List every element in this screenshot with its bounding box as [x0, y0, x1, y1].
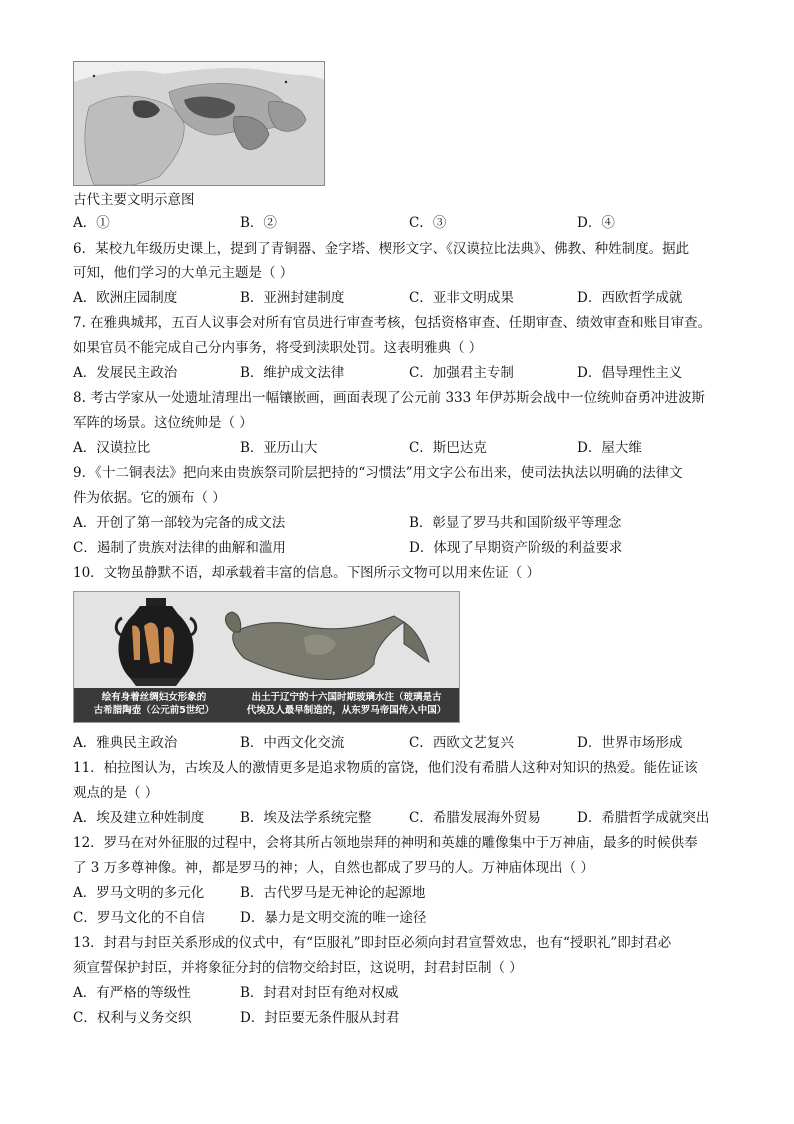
q6-stem-line2: 可知，他们学习的大单元主题是（ ）	[73, 265, 294, 281]
q11-option-c[interactable]: C．希腊发展海外贸易	[409, 810, 541, 826]
q12-option-a[interactable]: A．罗马文明的多元化	[73, 885, 205, 901]
q11-option-d[interactable]: D．希腊哲学成就突出	[577, 810, 710, 826]
q10-option-c[interactable]: C．西欧文艺复兴	[409, 735, 514, 751]
q8-stem-line2: 军阵的场景。这位统帅是（ ）	[73, 415, 253, 431]
q6-option-b[interactable]: B．亚洲封建制度	[240, 290, 345, 306]
q10-stem-line1: 10．文物虽静默不语，却承载着丰富的信息。下图所示文物可以用来佐证（ ）	[73, 565, 540, 581]
q7-stem-line1: 7. 在雅典城邦，五百人议事会对所有官员进行审查考核，包括资格审查、任期审查、绩效审查和账目审查。	[73, 315, 712, 331]
vase-caption-line1: 绘有身着丝绸妇女形象的	[101, 692, 207, 703]
q8-option-b[interactable]: B．亚历山大	[240, 440, 318, 456]
q12-option-b[interactable]: B．古代罗马是无神论的起源地	[240, 885, 426, 901]
q9-stem-line1: 9．《十二铜表法》把向来由贵族祭司阶层把持的“习惯法”用文字公布出来，使司法执法以明确的法律文	[73, 465, 683, 481]
q6-option-c[interactable]: C．亚非文明成果	[409, 290, 514, 306]
q13-stem-line1: 13．封君与封臣关系形成的仪式中，有“臣服礼”即封臣必须向封君宣誓效忠，也有“授职礼”即封君必	[73, 935, 672, 951]
q13-option-d[interactable]: D．封臣要无条件服从封君	[240, 1010, 400, 1026]
q11-option-a[interactable]: A．埃及建立种姓制度	[73, 810, 205, 826]
ancient-civilizations-map	[73, 61, 325, 186]
q10-option-a[interactable]: A．雅典民主政治	[73, 735, 178, 751]
q8-stem-line1: 8. 考古学家从一处遗址清理出一幅镶嵌画，画面表现了公元前 333 年伊苏斯会战中一位统帅奋勇冲进波斯	[73, 390, 706, 406]
q7-stem-line2: 如果官员不能完成自己分内事务，将受到渎职处罚。这表明雅典（ ）	[73, 340, 483, 356]
q13-option-b[interactable]: B．封君对封臣有绝对权威	[240, 985, 399, 1001]
q12-option-d[interactable]: D．暴力是文明交流的唯一途径	[240, 910, 427, 926]
vase-caption-line2: 古希腊陶壶（公元前5世纪）	[93, 705, 215, 716]
q10-artifacts-image	[73, 591, 460, 723]
q13-stem-line2: 须宣誓保护封臣，并将象征分封的信物交给封臣，这说明，封君封臣制（ ）	[73, 960, 523, 976]
q7-option-b[interactable]: B．维护成文法律	[240, 365, 345, 381]
vessel-caption-line2: 代埃及人最早制造的，从东罗马帝国传入中国）	[246, 705, 447, 716]
q9-option-d[interactable]: D．体现了早期资产阶级的利益要求	[409, 540, 623, 556]
q8-option-d[interactable]: D．屋大维	[577, 440, 642, 456]
q10-option-d[interactable]: D．世界市场形成	[577, 735, 683, 751]
q9-option-c[interactable]: C．遏制了贵族对法律的曲解和滥用	[73, 540, 286, 556]
q11-option-b[interactable]: B．埃及法学系统完整	[240, 810, 372, 826]
q12-stem-line1: 12．罗马在对外征服的过程中，会将其所占领地崇拜的神明和英雄的雕像集中于万神庙，最多的时候供奉	[73, 835, 698, 851]
q6-stem-line1: 6．某校九年级历史课上，提到了青铜器、金字塔、楔形文字、《汉谟拉比法典》、佛教、种姓制度。据此	[73, 241, 690, 257]
map-illustration	[74, 62, 324, 185]
q7-option-a[interactable]: A．发展民主政治	[73, 365, 178, 381]
q9-stem-line2: 件为依据。它的颁布（ ）	[73, 490, 226, 506]
q5-option-d[interactable]: D．④	[577, 215, 615, 231]
q7-option-c[interactable]: C．加强君主专制	[409, 365, 514, 381]
vessel-caption-line1: 出土于辽宁的十六国时期玻璃水注（玻璃是古	[251, 692, 442, 703]
q8-option-c[interactable]: C．斯巴达克	[409, 440, 487, 456]
q12-option-c[interactable]: C．罗马文化的不自信	[73, 910, 205, 926]
q6-option-d[interactable]: D．西欧哲学成就	[577, 290, 683, 306]
q5-option-a[interactable]: A．①	[73, 215, 110, 231]
q5-option-c[interactable]: C．③	[409, 215, 447, 231]
q13-option-a[interactable]: A．有严格的等级性	[73, 985, 191, 1001]
q12-stem-line2: 了 3 万多尊神像。神，都是罗马的神；人，自然也都成了罗马的人。万神庙体现出（ ）	[73, 860, 594, 876]
q8-option-a[interactable]: A．汉谟拉比	[73, 440, 151, 456]
q13-option-c[interactable]: C．权利与义务交织	[73, 1010, 192, 1026]
q5-option-b[interactable]: B．②	[240, 215, 277, 231]
q11-stem-line2: 观点的是（ ）	[73, 785, 159, 801]
q9-option-a[interactable]: A．开创了第一部较为完备的成文法	[73, 515, 286, 531]
q11-stem-line1: 11．柏拉图认为，古埃及人的激情更多是追求物质的富饶，他们没有希腊人这种对知识的热爱。能佐证该	[73, 760, 698, 776]
q10-option-b[interactable]: B．中西文化交流	[240, 735, 345, 751]
q7-option-d[interactable]: D．倡导理性主义	[577, 365, 683, 381]
q6-option-a[interactable]: A．欧洲庄园制度	[73, 290, 178, 306]
q9-option-b[interactable]: B．彰显了罗马共和国阶级平等理念	[409, 515, 622, 531]
map-caption: 古代主要文明示意图	[73, 192, 195, 208]
